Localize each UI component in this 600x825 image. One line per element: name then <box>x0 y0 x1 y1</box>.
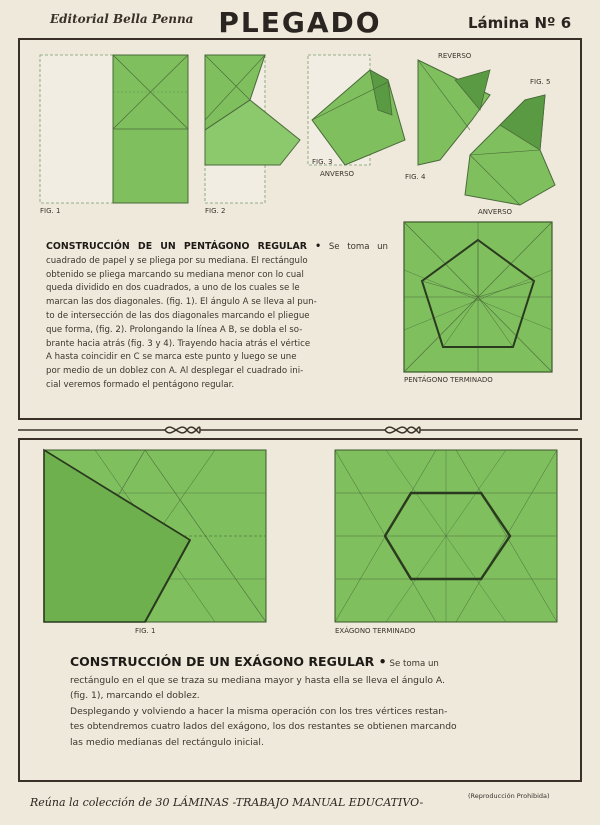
fig4-caption: FIG. 4 <box>405 173 426 181</box>
hexagon-section-title: CONSTRUCCIÓN DE UN EXÁGONO REGULAR • <box>70 654 387 669</box>
pentagon-line: Se toma un cuadrado de papel y se pliega por su mediana. El rectángulo <box>46 242 388 266</box>
fig5-caption: FIG. 5 <box>530 78 551 86</box>
pentagon-finished-caption: PENTÁGONO TERMINADO <box>404 376 493 384</box>
pentagon-section-title: CONSTRUCCIÓN DE UN PENTÁGONO REGULAR • <box>46 241 322 252</box>
brand-logo-text: Editorial Bella Penna <box>50 12 194 26</box>
footer-collection-text: Reúna la colección de 30 LÁMINAS -TRABAJO MANUAL EDUCATIVO- <box>30 796 424 809</box>
hexagon-line: Se toma un <box>389 659 439 669</box>
page-title: PLEGADO <box>218 6 382 39</box>
pentagon-line: to de intersección de las dos diagonales marcando el pliegue <box>46 310 310 321</box>
pentagon-line: obtenido se pliega marcando su mediana menor con lo cual <box>46 269 304 280</box>
hexagon-fig1-caption: FIG. 1 <box>135 627 156 635</box>
hexagon-fig1 <box>44 450 266 622</box>
hexagon-finished-figure <box>335 450 557 622</box>
pentagon-line: marcan las dos diagonales. (fig. 1). El ángulo A se lleva al pun- <box>46 297 317 308</box>
fig5-anverso-label: ANVERSO <box>478 208 513 216</box>
fig4-reverso-label: REVERSO <box>438 52 472 60</box>
pentagon-line: por medio de un doblez con A. Al desplegar el cuadrado ini- <box>46 366 304 377</box>
fig3-anverso-label: ANVERSO <box>320 170 355 178</box>
fig2-caption: FIG. 2 <box>205 207 226 215</box>
hexagon-finished-caption: EXÁGONO TERMINADO <box>335 627 416 635</box>
footer-copyright: (Reproducción Prohibida) <box>468 792 550 800</box>
hexagon-line: tes obtendremos cuatro lados del exágono, los dos restantes se obtienen marcando <box>70 721 457 732</box>
pentagon-line: brante hacia atrás (fig. 3 y 4). Trayendo hacia atrás el vértice <box>46 338 311 349</box>
hexagon-line: (fig. 1), marcando el doblez. <box>70 690 200 701</box>
pentagon-line: que forma, (fig. 2). Prolongando la línea A B, se dobla el so- <box>46 324 303 335</box>
fig3-caption: FIG. 3 <box>312 158 333 166</box>
pentagon-line: queda dividido en dos cuadrados, a uno de los cuales se le <box>46 283 300 294</box>
hexagon-instructions <box>70 654 525 750</box>
plate-number: Lámina Nº 6 <box>468 14 572 32</box>
hexagon-line: rectángulo en el que se traza su mediana mayor y hasta ella se lleva el ángulo A. <box>70 674 445 686</box>
hexagon-line: las medio medianas del rectángulo inicial. <box>70 736 264 748</box>
pentagon-line: cial veremos formado el pentágono regular. <box>46 379 235 390</box>
hexagon-line: Desplegando y volviendo a hacer la misma operación con los tres vértices restan- <box>70 705 448 717</box>
fig1-caption: FIG. 1 <box>40 207 61 215</box>
pentagon-line: A hasta coincidir en C se marca este punto y luego se une <box>46 352 297 363</box>
